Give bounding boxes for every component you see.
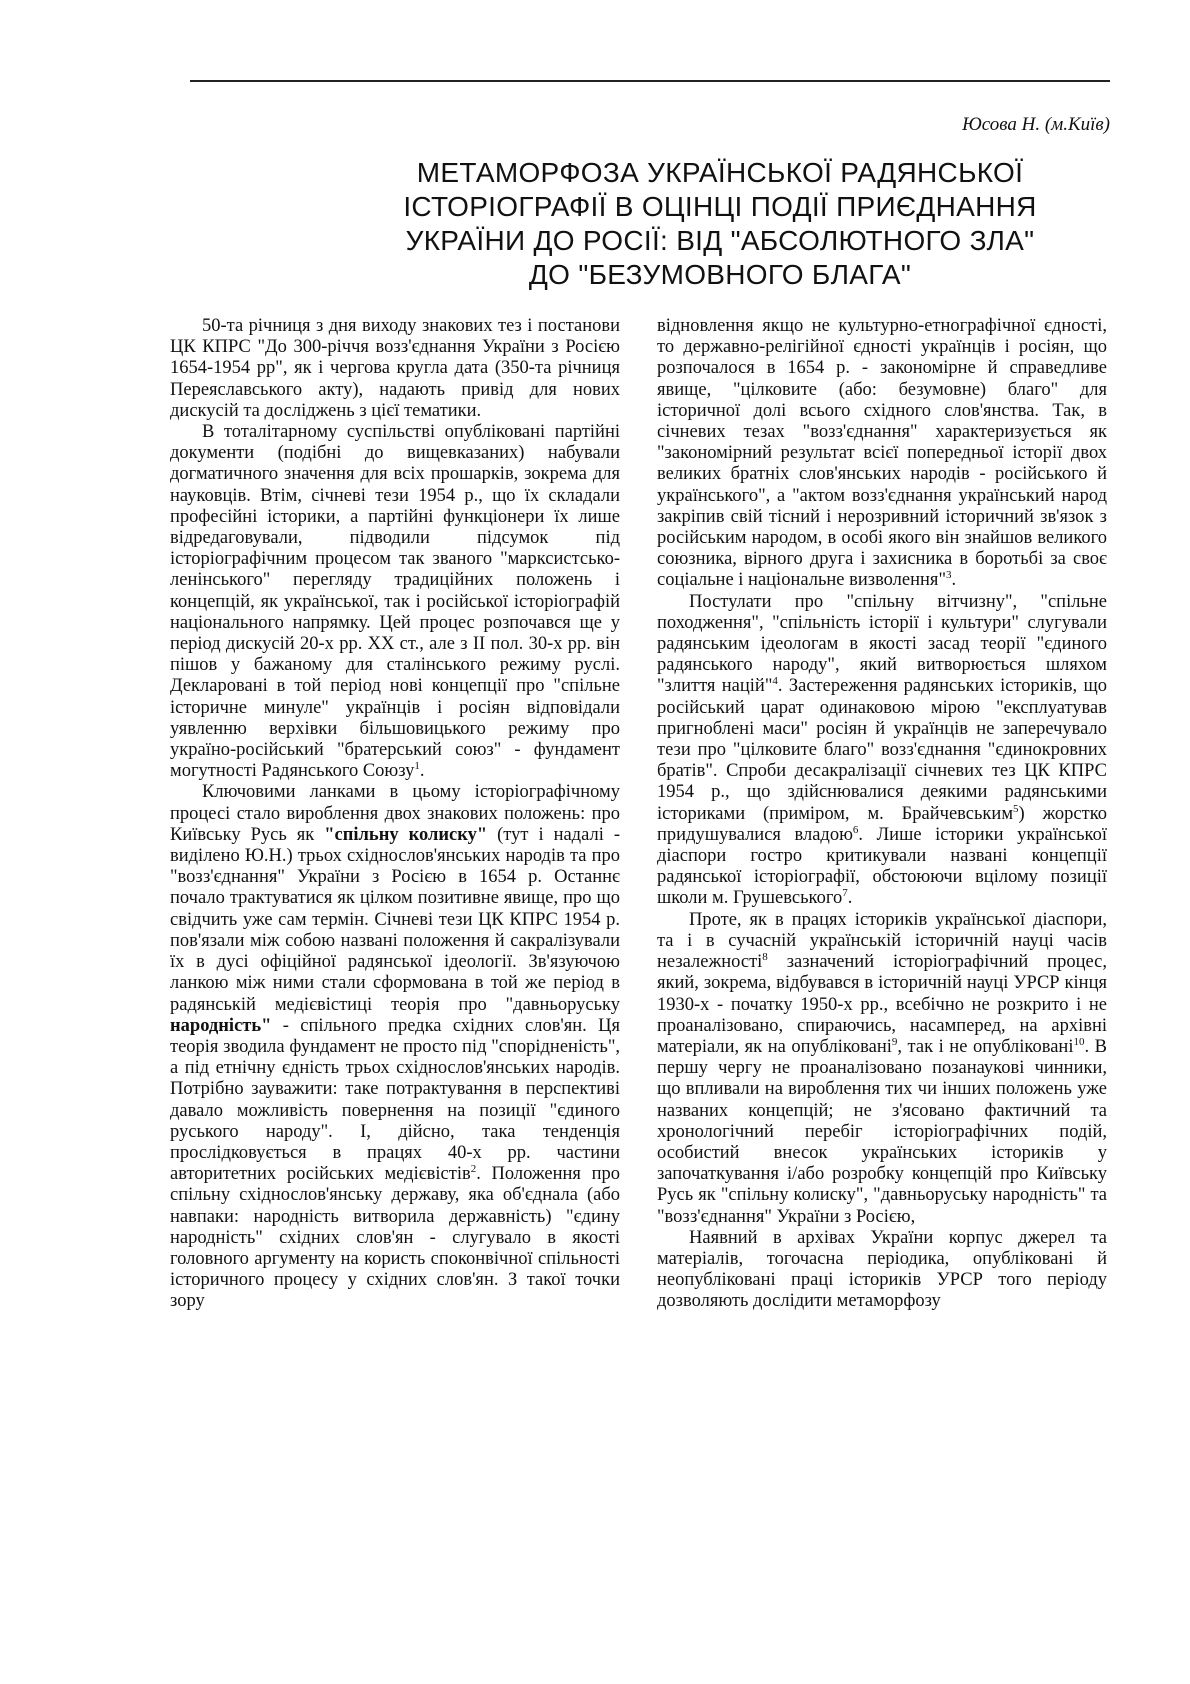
article-title — [330, 156, 1110, 292]
paragraph — [657, 316, 1107, 592]
title-line: УКРАЇНИ ДО РОСІЇ: ВІД "АБСОЛЮТНОГО ЗЛА" — [405, 225, 1035, 256]
footnote-ref: 4 — [772, 675, 778, 688]
author-line: Юсова Н. (м.Київ) — [962, 114, 1110, 135]
text-run: відновлення якщо не культурно-етнографічної єдності, то державно-релігійної єдності українців і росіян, що розпочалося в 1654 р. - закономірне й справедливе явище, "цілковите (або: безумовне) благо" для історичної долі всього східного слов'янства. Так, в січневих тезах "возз'єднання" характеризується як "закономірний результат всієї попередньої історії двох великих братніх слов'янських народів - російського й українського", а "актом возз'єднання український народ закріпив свій тісний і нерозривний історичний зв'язок з російським народом, в особі якого він знайшов великого союзника, вірного друга і захисника в боротьбі за своє соціальне і національне визволення" — [657, 316, 1107, 591]
paragraph — [170, 782, 620, 1312]
text-run: . — [951, 570, 957, 591]
text-run: В тоталітарному суспільстві опубліковані партійні документи (подібні до вищевказаних) набували догматичного значення для всіх прошарків, зокрема для науковців. Втім, січневі тези 1954 р., що їх складали професійні історики, а партійні функціонери їх лише відредаговували, підводили підсумок під історіографічним процесом так званого "марксистсько-ленінського" перегляду традиційних положень і концепцій, як української, так і російської історіографій національного напрямку. Цей процес розпочався ще у період дискусій 20-х рр. XX ст., але з II пол. 30-х рр. він пішов у бажаному для сталінського режиму руслі. Декларовані в той період нові концепції про "спільне історичне минуле" українців і росіян відповідали уявленню верхівки більшовицького режиму про україно-російський "братерський союз" - фундамент могутності Радянського Союзу — [170, 422, 620, 782]
footnote-ref: 2 — [470, 1162, 477, 1175]
title-line: МЕТАМОРФОЗА УКРАЇНСЬКОЇ РАДЯНСЬКОЇ — [416, 157, 1024, 188]
footnote-ref: 6 — [852, 823, 859, 836]
text-run: . В першу чергу не проаналізовано позанаукові чинники, що впливали на вироблення тих чи інших положень уже названих концепцій; не з'ясовано фактичний та хронологічний перебіг історіографічних подій, особистий внесок українських істориків у започаткування і/або розробку концепцій про Київську Русь як "спільну колиску", "давньоруську народність" та "возз'єднання" України з Росією, — [657, 1036, 1107, 1227]
footnote-ref: 3 — [946, 569, 952, 582]
paragraph — [170, 422, 620, 782]
header-rule — [190, 80, 1110, 82]
text-run: . Застереження радянських істориків, що російський царат одинаковою мірою "експлуатував пригноблені маси" росіян й українців не заперечувало тези про "цілковите благо" возз'єднання "єдинокровних братів". Спроби десакралізації січневих тез ЦК КПРС 1954 р., що здійснювалися деякими радянськими істориками (приміром, м. Брайчевським — [657, 676, 1108, 824]
text-run: . Лише історики української діаспори гостро критикували названі концепції радянської історіографії, обстоюючи вцілому позиції школи м. Грушевського — [657, 824, 1107, 909]
footnote-ref: 10 — [1073, 1035, 1085, 1048]
title-line: ІСТОРІОГРАФІЇ В ОЦІНЦІ ПОДІЇ ПРИЄДНАННЯ — [403, 191, 1037, 222]
footnote-ref: 7 — [842, 887, 848, 900]
text-run: . — [419, 761, 425, 782]
left-column — [170, 316, 620, 1313]
emphasis: "спільну колиску" — [324, 824, 488, 845]
text-run: . — [847, 888, 853, 909]
footnote-ref: 8 — [762, 950, 768, 963]
text-run: Постулати про "спільну вітчизну", "спільне походження", "спільність історії і культури" слугували радянським ідеологам в якості засад теорії "єдиного радянського народу", який витворюється шляхом "злиття націй" — [657, 591, 1107, 697]
paragraph — [657, 592, 1107, 910]
text-run: Проте, як в працях істориків української діаспори, та і в сучасній українській історичній науці часів незалежності — [657, 909, 1107, 973]
text-run: . Положення про спільну східнослов'янську державу, яка об'єднала (або навпаки: народність витворила державність) "єдину народність" східних слов'ян - слугувало в якості головного аргументу на користь споконвічної спільності історичного процесу у східних слов'ян. З такої точки зору — [170, 1164, 620, 1312]
text-run: Ключовими ланками в цьому історіографічному процесі стало вироблення двох знакових положень: про Київську Русь як — [170, 782, 620, 845]
title-line: ДО "БЕЗУМОВНОГО БЛАГА" — [528, 259, 912, 290]
text-run: , так і не опубліковані — [897, 1036, 1074, 1057]
text-run: ) жорстко придушувалися владою — [657, 803, 1107, 845]
paragraph — [657, 910, 1107, 1228]
paragraph: Наявний в архівах України корпус джерел та матеріалів, тогочасна періодика, опубліковані й неопубліковані праці істориків УРСР того періоду дозволяють дослідити метаморфозу — [657, 1227, 1107, 1312]
text-run: (тут і надалі - виділено Ю.Н.) трьох східнослов'янських народів та про "возз'єднання" України з Росією в 1654 р. Останнє почало трактуватися як цілком позитивне явище, про що свідчить уже сам термін. Січневі тези ЦК КПРС 1954 р. пов'язали між собою названі положення й сакралізували їх в дусі офіційної радянської ідеології. Зв'язуючою ланкою між ними стали сформована в той же період в радянській медієвістиці теорія про "давньоруську — [170, 824, 620, 1015]
footnote-ref: 5 — [1013, 802, 1019, 815]
right-column — [657, 316, 1107, 1313]
emphasis: народність" — [170, 1015, 272, 1036]
text-run: - спільного предка східних слов'ян. Ця теорія зводила фундамент не просто під "спорідненість", а під етнічну єдність трьох східнослов'янських народів. Потрібно зауважити: таке потрактування в перспективі давало можливість повернення на позиції "єдиного руського народу". І, дійсно, така тенденція прослідковується в працях 40-х рр. частини авторитетних російських медієвістів — [170, 1015, 620, 1185]
paragraph: 50-та річниця з дня виходу знакових тез і постанови ЦК КПРС "До 300-річчя возз'єднання України з Росією 1654-1954 рр", як і чергова кругла дата (350-та річниця Переяславського акту), надають привід для нових дискусій та досліджень з цієї тематики. — [170, 316, 620, 421]
text-run: зазначений історіографічний процес, який, зокрема, відбувався в історичній науці УРСР кінця 1930-х - початку 1950-х рр., всебічно не розкрито і не проаналізовано, спираючись, насамперед, на архівні матеріали, як на опубліковані — [657, 952, 1107, 1057]
footnote-ref: 9 — [891, 1035, 898, 1048]
footnote-ref: 1 — [414, 760, 420, 773]
